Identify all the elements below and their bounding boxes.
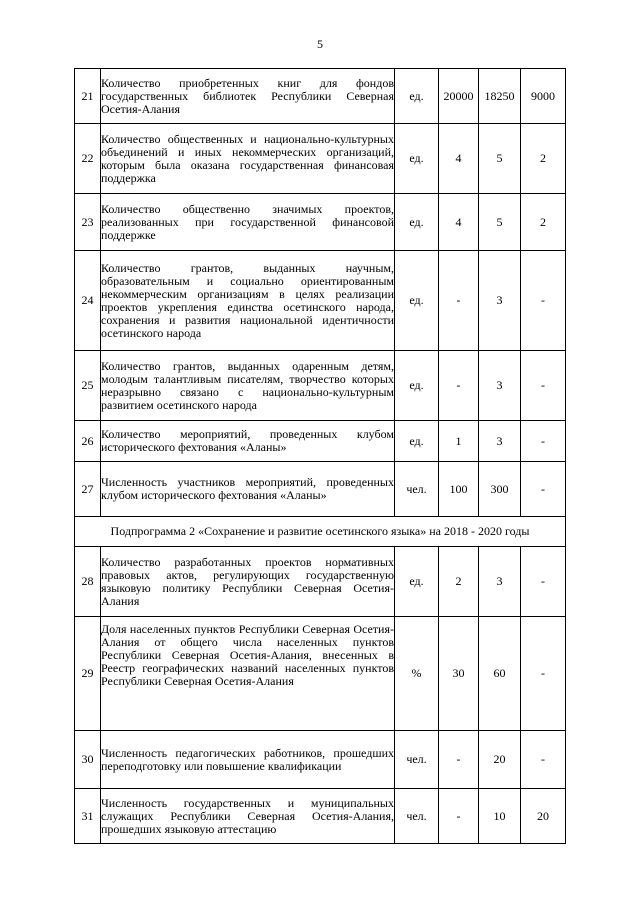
- value-cell: 5: [479, 194, 521, 251]
- value-cell: 9000: [521, 69, 566, 124]
- indicator-text: Количество разработанных проектов нормативных правовых актов, регулирующих государственную языковую политику Республики Северная Осетия-Алания: [101, 547, 395, 617]
- table-row: [75, 69, 566, 124]
- value-cell: -: [521, 462, 566, 517]
- value-cell: 20000: [439, 69, 479, 124]
- row-number: 25: [75, 351, 101, 421]
- value-cell: -: [521, 251, 566, 351]
- value-cell: 3: [479, 421, 521, 462]
- value-cell: 4: [439, 124, 479, 194]
- row-number: 21: [75, 69, 101, 124]
- indicator-text: Количество приобретенных книг для фондов государственных библиотек Республики Северная Осетия-Алания: [101, 69, 395, 124]
- value-cell: -: [521, 731, 566, 789]
- table-row: [75, 251, 566, 351]
- value-cell: 2: [521, 124, 566, 194]
- value-cell: 20: [479, 731, 521, 789]
- unit-cell: чел.: [395, 462, 439, 517]
- table-row: [75, 617, 566, 731]
- table-row: [75, 351, 566, 421]
- value-cell: 10: [479, 789, 521, 844]
- indicator-text: Количество общественных и национально-культурных объединений и иных некоммерческих организаций, которым была оказана государственная финансовая поддержка: [101, 124, 395, 194]
- value-cell: -: [439, 351, 479, 421]
- indicator-text: Количество грантов, выданных научным, образовательным и социально ориентированным некоммерческим организациям в целях реализации проектов укрепления единства осетинского народа, сохранения и развития национальной идентичности осетинского народа: [101, 251, 395, 351]
- row-number: 31: [75, 789, 101, 844]
- row-number: 24: [75, 251, 101, 351]
- value-cell: -: [439, 251, 479, 351]
- value-cell: 4: [439, 194, 479, 251]
- value-cell: 20: [521, 789, 566, 844]
- value-cell: 18250: [479, 69, 521, 124]
- indicators-table: [74, 68, 566, 844]
- indicator-text: Численность государственных и муниципальных служащих Республики Северная Осетия-Алания, прошедших языковую аттестацию: [101, 789, 395, 844]
- table-row: [75, 789, 566, 844]
- value-cell: -: [439, 731, 479, 789]
- table-row: [75, 194, 566, 251]
- value-cell: 3: [479, 351, 521, 421]
- value-cell: -: [439, 789, 479, 844]
- value-cell: 30: [439, 617, 479, 731]
- unit-cell: ед.: [395, 421, 439, 462]
- subprogram-title: Подпрограмма 2 «Сохранение и развитие осетинского языка» на 2018 - 2020 годы: [75, 517, 566, 547]
- indicator-text: Доля населенных пунктов Республики Северная Осетия-Алания от общего числа населенных пунктов Республики Северная Осетия-Алания, внесенных в Реестр географических названий населенных пунктов Республики Северная Осетия-Алания: [101, 617, 395, 731]
- indicator-text: Численность педагогических работников, прошедших переподготовку или повышение квалификации: [101, 731, 395, 789]
- value-cell: -: [521, 547, 566, 617]
- table-row: [75, 421, 566, 462]
- unit-cell: ед.: [395, 69, 439, 124]
- unit-cell: ед.: [395, 124, 439, 194]
- value-cell: 2: [521, 194, 566, 251]
- value-cell: 3: [479, 547, 521, 617]
- indicator-text: Количество общественно значимых проектов, реализованных при государственной финансовой поддержке: [101, 194, 395, 251]
- unit-cell: чел.: [395, 789, 439, 844]
- value-cell: 5: [479, 124, 521, 194]
- unit-cell: ед.: [395, 351, 439, 421]
- unit-cell: %: [395, 617, 439, 731]
- row-number: 23: [75, 194, 101, 251]
- indicator-text: Численность участников мероприятий, проведенных клубом исторического фехтования «Аланы»: [101, 462, 395, 517]
- value-cell: -: [521, 421, 566, 462]
- row-number: 27: [75, 462, 101, 517]
- table-row: [75, 124, 566, 194]
- table-row: [75, 731, 566, 789]
- value-cell: 100: [439, 462, 479, 517]
- value-cell: 2: [439, 547, 479, 617]
- table-row: [75, 462, 566, 517]
- value-cell: -: [521, 351, 566, 421]
- unit-cell: ед.: [395, 194, 439, 251]
- row-number: 26: [75, 421, 101, 462]
- value-cell: -: [521, 617, 566, 731]
- unit-cell: ед.: [395, 251, 439, 351]
- value-cell: 3: [479, 251, 521, 351]
- value-cell: 1: [439, 421, 479, 462]
- unit-cell: ед.: [395, 547, 439, 617]
- value-cell: 300: [479, 462, 521, 517]
- row-number: 28: [75, 547, 101, 617]
- page-number: 5: [317, 37, 323, 51]
- row-number: 29: [75, 617, 101, 731]
- section-header-row: [75, 517, 566, 547]
- table-row: [75, 547, 566, 617]
- indicator-text: Количество грантов, выданных одаренным детям, молодым талантливым писателям, творчество которых неразрывно связано с национально-культурным развитием осетинского народа: [101, 351, 395, 421]
- row-number: 22: [75, 124, 101, 194]
- value-cell: 60: [479, 617, 521, 731]
- unit-cell: чел.: [395, 731, 439, 789]
- row-number: 30: [75, 731, 101, 789]
- indicator-text: Количество мероприятий, проведенных клубом исторического фехтования «Аланы»: [101, 421, 395, 462]
